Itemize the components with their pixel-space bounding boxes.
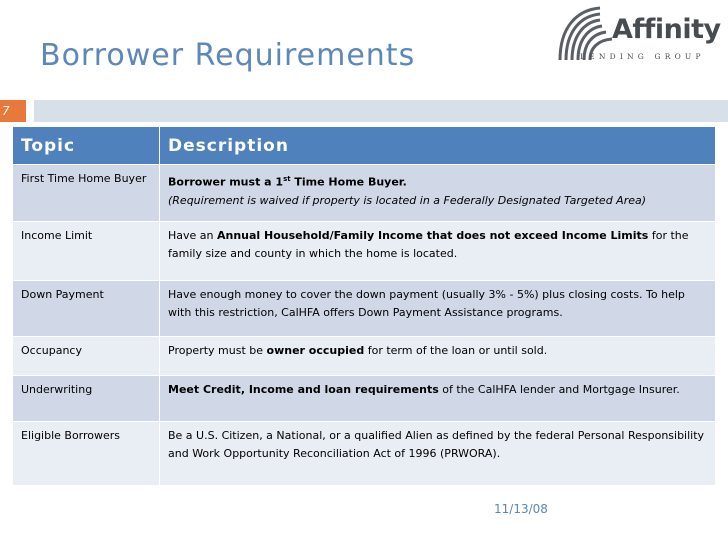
- topic-cell: Down Payment: [13, 281, 160, 337]
- topic-cell: First Time Home Buyer: [13, 165, 160, 222]
- description-cell: [160, 165, 716, 222]
- desc-text: Have an: [168, 229, 217, 242]
- desc-superscript: st: [283, 175, 291, 183]
- table-row: [13, 165, 716, 222]
- logo-name: Affinity: [612, 14, 721, 45]
- desc-italic: (Requirement is waived if property is located in a Federally Designated Targeted Area): [168, 193, 647, 207]
- title-divider-bar: [34, 100, 728, 122]
- header-description: Description: [160, 127, 716, 165]
- table-row: [13, 281, 716, 337]
- header-topic: Topic: [13, 127, 160, 165]
- description-cell: [160, 337, 716, 376]
- description-cell: [160, 376, 716, 422]
- topic-cell: Occupancy: [13, 337, 160, 376]
- desc-bold: Annual Household/Family Income that does not exceed Income Limits: [217, 229, 649, 242]
- slide-title: Borrower Requirements: [40, 38, 416, 73]
- desc-bold: owner occupied: [266, 344, 365, 357]
- slide-date: 11/13/08: [494, 502, 548, 516]
- table-row: [13, 222, 716, 281]
- desc-bold: Time Home Buyer.: [290, 175, 407, 189]
- table-row: [13, 422, 716, 486]
- table-row: [13, 337, 716, 376]
- description-cell: [160, 222, 716, 281]
- table-header-row: [13, 127, 716, 165]
- affinity-logo: [552, 0, 728, 72]
- desc-text: of the CalHFA lender and Mortgage Insurer.: [438, 383, 680, 396]
- requirements-table: [12, 126, 716, 486]
- description-cell: Be a U.S. Citizen, a National, or a qualified Alien as defined by the federal Personal Responsibility and Work Opportunity Reconciliation Act of 1996 (PRWORA).: [160, 422, 716, 486]
- desc-text: for term of the loan or until sold.: [364, 344, 548, 357]
- desc-bold: Borrower must a 1: [168, 175, 284, 189]
- topic-cell: Eligible Borrowers: [13, 422, 160, 486]
- topic-cell: Income Limit: [13, 222, 160, 281]
- table-row: [13, 376, 716, 422]
- topic-cell: Underwriting: [13, 376, 160, 422]
- desc-bold: Meet Credit, Income and loan requirements: [168, 383, 439, 396]
- slide-number: 7: [0, 100, 26, 122]
- logo-tagline: LENDING GROUP: [580, 52, 705, 61]
- desc-text: Property must be: [168, 344, 267, 357]
- description-cell: Have enough money to cover the down payment (usually 3% - 5%) plus closing costs. To help with this restriction, CalHFA offers Down Payment Assistance programs.: [160, 281, 716, 337]
- desc-text: for the family size and county in which the home is located.: [168, 229, 689, 260]
